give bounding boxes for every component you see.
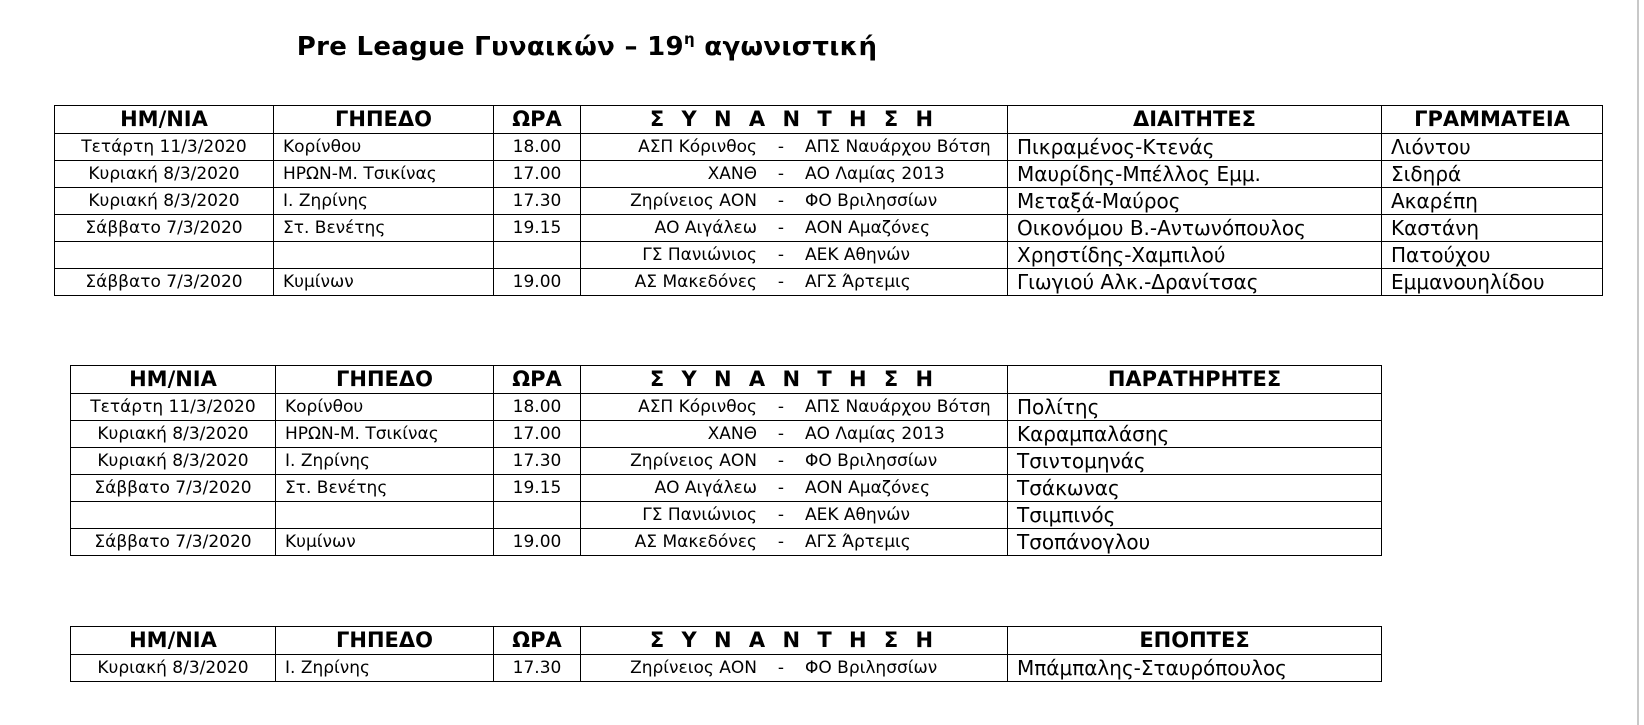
supervisors-table bbox=[70, 626, 1382, 682]
venue-cell bbox=[274, 242, 494, 269]
venue-cell: Ι. Ζηρίνης bbox=[276, 655, 494, 682]
header-row bbox=[71, 627, 1382, 655]
venue-cell: Ι. Ζηρίνης bbox=[274, 188, 494, 215]
away-team: ΦΟ Βριλησσίων bbox=[805, 658, 938, 678]
home-team: ΑΣ Μακεδόνες bbox=[634, 272, 757, 292]
header-date: ΗΜ/ΝΙΑ bbox=[71, 627, 276, 655]
match-separator: - bbox=[777, 451, 785, 471]
match-cell bbox=[581, 188, 1008, 215]
away-team: ΑΓΣ Άρτεμις bbox=[805, 532, 911, 552]
time-cell bbox=[494, 242, 581, 269]
match-cell bbox=[581, 394, 1008, 421]
venue-cell: Ι. Ζηρίνης bbox=[276, 448, 494, 475]
date-cell: Κυριακή 8/3/2020 bbox=[71, 448, 276, 475]
date-cell: Σάββατο 7/3/2020 bbox=[71, 475, 276, 502]
observers-cell: Τσιμπινός bbox=[1008, 502, 1382, 529]
home-team: ΓΣ Πανιώνιος bbox=[642, 505, 757, 525]
header-time: ΩΡΑ bbox=[494, 106, 581, 134]
match-separator: - bbox=[777, 424, 785, 444]
date-cell: Κυριακή 8/3/2020 bbox=[55, 161, 274, 188]
home-team: Ζηρίνειος ΑΟΝ bbox=[630, 451, 757, 471]
header-match: Σ Υ Ν Α Ν Τ Η Σ Η bbox=[581, 627, 1008, 655]
observers-cell: Καραμπαλάσης bbox=[1008, 421, 1382, 448]
home-team: ΑΣ Μακεδόνες bbox=[634, 532, 757, 552]
home-team: Ζηρίνειος ΑΟΝ bbox=[630, 658, 757, 678]
away-team: ΦΟ Βριλησσίων bbox=[805, 191, 938, 211]
secretariat-cell: Λιόντου bbox=[1382, 134, 1603, 161]
match-cell bbox=[581, 502, 1008, 529]
date-cell bbox=[71, 502, 276, 529]
table-row bbox=[55, 161, 1603, 188]
venue-cell: ΗΡΩΝ-Μ. Τσικίνας bbox=[276, 421, 494, 448]
secretariat-cell: Εμμανουηλίδου bbox=[1382, 269, 1603, 296]
match-separator: - bbox=[777, 272, 785, 292]
date-cell: Κυριακή 8/3/2020 bbox=[71, 421, 276, 448]
header-secretariat: ΓΡΑΜΜΑΤΕΙΑ bbox=[1382, 106, 1603, 134]
table-row bbox=[71, 529, 1382, 556]
header-date: ΗΜ/ΝΙΑ bbox=[71, 366, 276, 394]
match-separator: - bbox=[777, 478, 785, 498]
referees-table bbox=[54, 105, 1603, 296]
home-team: ΑΣΠ Κόρινθος bbox=[638, 137, 757, 157]
away-team: ΑΕΚ Αθηνών bbox=[805, 245, 910, 265]
match-cell bbox=[581, 655, 1008, 682]
match-cell bbox=[581, 134, 1008, 161]
referees-cell: Χρηστίδης-Χαμπιλού bbox=[1008, 242, 1382, 269]
time-cell: 17.30 bbox=[494, 188, 581, 215]
referees-cell: Πικραμένος-Κτενάς bbox=[1008, 134, 1382, 161]
time-cell: 17.30 bbox=[494, 448, 581, 475]
venue-cell: Κορίνθου bbox=[276, 394, 494, 421]
date-cell: Σάββατο 7/3/2020 bbox=[71, 529, 276, 556]
match-cell bbox=[581, 529, 1008, 556]
referees-cell: Μαυρίδης-Μπέλλος Εμμ. bbox=[1008, 161, 1382, 188]
match-separator: - bbox=[777, 532, 785, 552]
match-separator: - bbox=[777, 658, 785, 678]
match-separator: - bbox=[777, 218, 785, 238]
page-title bbox=[0, 30, 1174, 62]
away-team: ΑΕΚ Αθηνών bbox=[805, 505, 910, 525]
observers-cell: Τσάκωνας bbox=[1008, 475, 1382, 502]
supervisors-cell: Μπάμπαλης-Σταυρόπουλος bbox=[1008, 655, 1382, 682]
date-cell: Κυριακή 8/3/2020 bbox=[55, 188, 274, 215]
home-team: ΧΑΝΘ bbox=[707, 424, 757, 444]
away-team: ΑΠΣ Ναυάρχου Βότση bbox=[805, 137, 991, 157]
page-right-edge bbox=[1637, 0, 1639, 725]
title-main: Pre League Γυναικών – 19 bbox=[296, 32, 684, 62]
date-cell bbox=[55, 242, 274, 269]
table-row bbox=[55, 215, 1603, 242]
away-team: ΑΟΝ Αμαζόνες bbox=[805, 478, 931, 498]
venue-cell bbox=[276, 502, 494, 529]
time-cell: 18.00 bbox=[494, 134, 581, 161]
table-row bbox=[71, 421, 1382, 448]
header-match: Σ Υ Ν Α Ν Τ Η Σ Η bbox=[581, 366, 1008, 394]
time-cell: 18.00 bbox=[494, 394, 581, 421]
secretariat-cell: Καστάνη bbox=[1382, 215, 1603, 242]
time-cell bbox=[494, 502, 581, 529]
match-separator: - bbox=[777, 397, 785, 417]
away-team: ΑΓΣ Άρτεμις bbox=[805, 272, 911, 292]
table-row bbox=[55, 188, 1603, 215]
match-separator: - bbox=[777, 137, 785, 157]
observers-cell: Πολίτης bbox=[1008, 394, 1382, 421]
match-separator: - bbox=[777, 505, 785, 525]
home-team: ΑΟ Αιγάλεω bbox=[654, 478, 757, 498]
date-cell: Τετάρτη 11/3/2020 bbox=[55, 134, 274, 161]
table-row bbox=[55, 242, 1603, 269]
match-cell bbox=[581, 215, 1008, 242]
title-superscript: η bbox=[683, 30, 695, 48]
match-cell bbox=[581, 269, 1008, 296]
header-supervisors: ΕΠΟΠΤΕΣ bbox=[1008, 627, 1382, 655]
away-team: ΑΠΣ Ναυάρχου Βότση bbox=[805, 397, 991, 417]
away-team: ΑΟ Λαμίας 2013 bbox=[805, 424, 945, 444]
secretariat-cell: Σιδηρά bbox=[1382, 161, 1603, 188]
venue-cell: Στ. Βενέτης bbox=[276, 475, 494, 502]
match-separator: - bbox=[777, 191, 785, 211]
time-cell: 19.15 bbox=[494, 215, 581, 242]
match-cell bbox=[581, 161, 1008, 188]
observers-table bbox=[70, 365, 1382, 556]
table-row bbox=[71, 394, 1382, 421]
away-team: ΦΟ Βριλησσίων bbox=[805, 451, 938, 471]
date-cell: Κυριακή 8/3/2020 bbox=[71, 655, 276, 682]
venue-cell: Κορίνθου bbox=[274, 134, 494, 161]
date-cell: Σάββατο 7/3/2020 bbox=[55, 269, 274, 296]
away-team: ΑΟΝ Αμαζόνες bbox=[805, 218, 931, 238]
secretariat-cell: Ακαρέπη bbox=[1382, 188, 1603, 215]
match-cell bbox=[581, 421, 1008, 448]
home-team: Ζηρίνειος ΑΟΝ bbox=[630, 191, 757, 211]
observers-cell: Τσιντομηνάς bbox=[1008, 448, 1382, 475]
header-time: ΩΡΑ bbox=[494, 627, 581, 655]
time-cell: 19.15 bbox=[494, 475, 581, 502]
time-cell: 17.30 bbox=[494, 655, 581, 682]
venue-cell: Κυμίνων bbox=[274, 269, 494, 296]
home-team: ΓΣ Πανιώνιος bbox=[642, 245, 757, 265]
match-cell bbox=[581, 448, 1008, 475]
secretariat-cell: Πατούχου bbox=[1382, 242, 1603, 269]
observers-cell: Τσοπάνογλου bbox=[1008, 529, 1382, 556]
header-venue: ΓΗΠΕΔΟ bbox=[276, 366, 494, 394]
header-row bbox=[55, 106, 1603, 134]
home-team: ΑΟ Αιγάλεω bbox=[654, 218, 757, 238]
venue-cell: ΗΡΩΝ-Μ. Τσικίνας bbox=[274, 161, 494, 188]
header-date: ΗΜ/ΝΙΑ bbox=[55, 106, 274, 134]
table-row bbox=[71, 502, 1382, 529]
header-referees: ΔΙΑΙΤΗΤΕΣ bbox=[1008, 106, 1382, 134]
date-cell: Σάββατο 7/3/2020 bbox=[55, 215, 274, 242]
title-rest: αγωνιστική bbox=[694, 32, 878, 62]
referees-cell: Γιωγιού Αλκ.-Δρανίτσας bbox=[1008, 269, 1382, 296]
table-row bbox=[71, 448, 1382, 475]
time-cell: 19.00 bbox=[494, 529, 581, 556]
time-cell: 17.00 bbox=[494, 161, 581, 188]
table-row bbox=[55, 134, 1603, 161]
date-cell: Τετάρτη 11/3/2020 bbox=[71, 394, 276, 421]
match-cell bbox=[581, 475, 1008, 502]
header-venue: ΓΗΠΕΔΟ bbox=[274, 106, 494, 134]
header-match: Σ Υ Ν Α Ν Τ Η Σ Η bbox=[581, 106, 1008, 134]
time-cell: 19.00 bbox=[494, 269, 581, 296]
header-observers: ΠΑΡΑΤΗΡΗΤΕΣ bbox=[1008, 366, 1382, 394]
referees-cell: Μεταξά-Μαύρος bbox=[1008, 188, 1382, 215]
table-row bbox=[71, 475, 1382, 502]
referees-cell: Οικονόμου Β.-Αντωνόπουλος bbox=[1008, 215, 1382, 242]
header-time: ΩΡΑ bbox=[494, 366, 581, 394]
header-row bbox=[71, 366, 1382, 394]
home-team: ΑΣΠ Κόρινθος bbox=[638, 397, 757, 417]
home-team: ΧΑΝΘ bbox=[707, 164, 757, 184]
venue-cell: Κυμίνων bbox=[276, 529, 494, 556]
match-separator: - bbox=[777, 245, 785, 265]
match-separator: - bbox=[777, 164, 785, 184]
time-cell: 17.00 bbox=[494, 421, 581, 448]
venue-cell: Στ. Βενέτης bbox=[274, 215, 494, 242]
header-venue: ΓΗΠΕΔΟ bbox=[276, 627, 494, 655]
match-cell bbox=[581, 242, 1008, 269]
table-row bbox=[71, 655, 1382, 682]
table-row bbox=[55, 269, 1603, 296]
away-team: ΑΟ Λαμίας 2013 bbox=[805, 164, 945, 184]
